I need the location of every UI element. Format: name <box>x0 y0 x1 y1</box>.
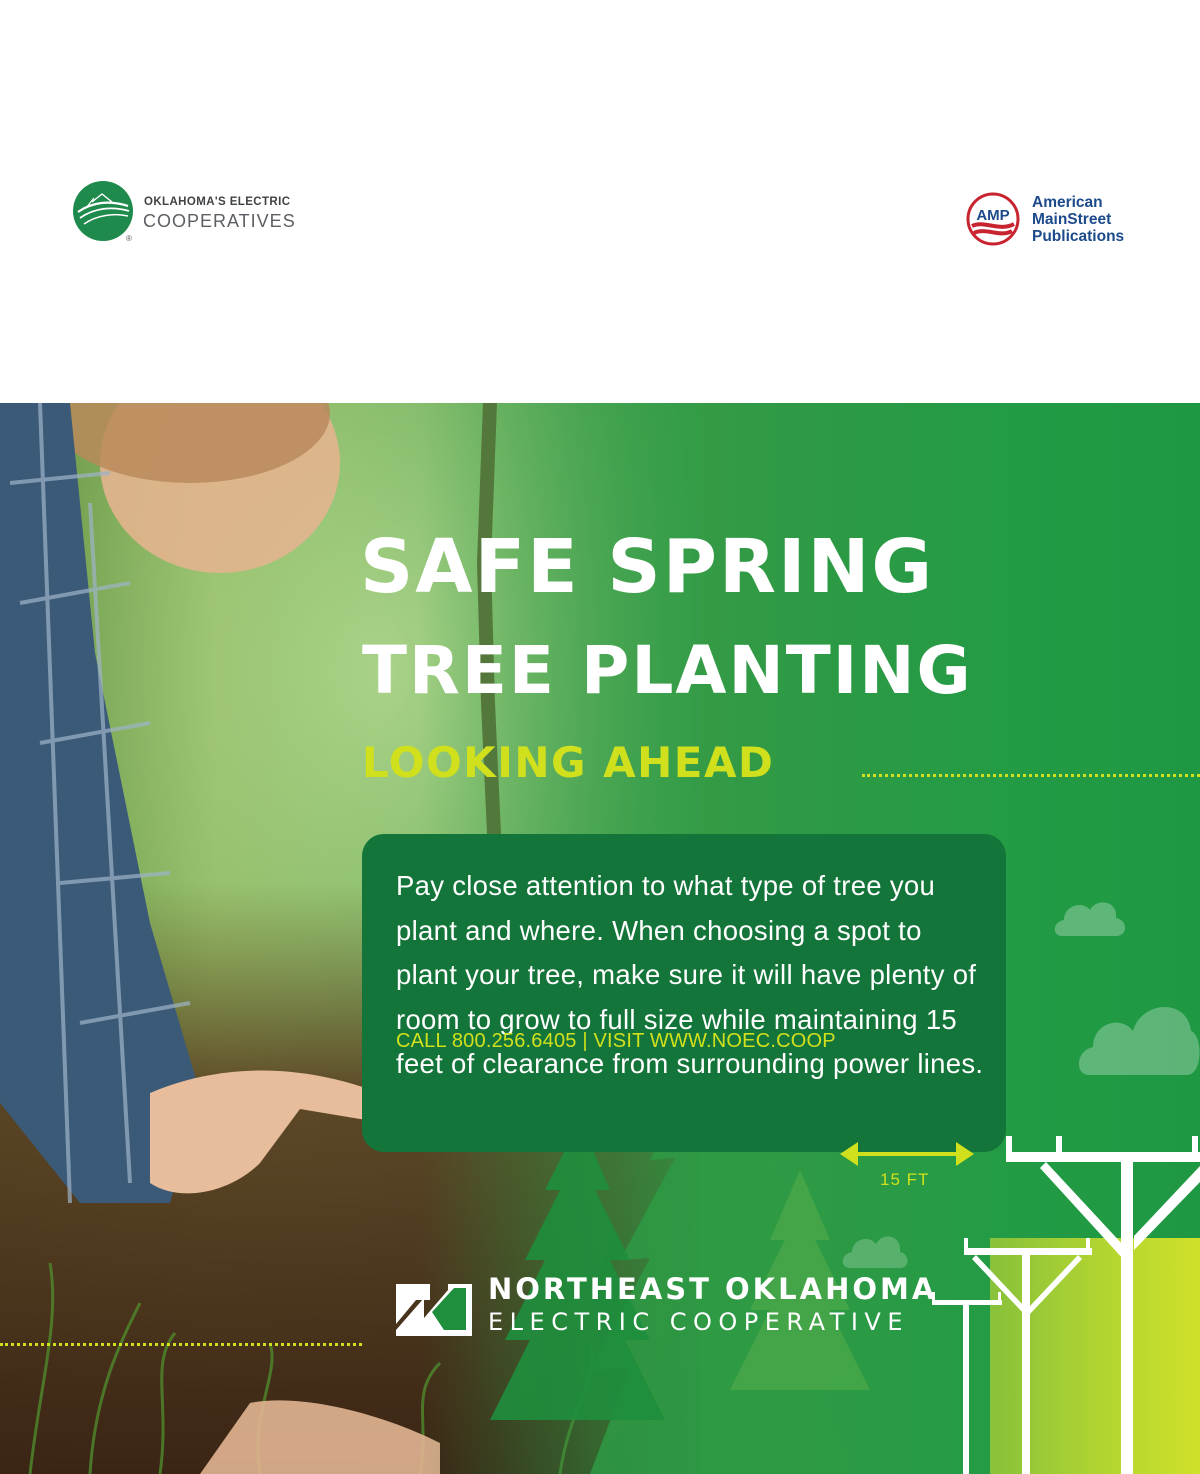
oec-logo <box>72 180 332 244</box>
dotted-divider <box>862 774 1200 777</box>
oec-globe-logo-icon <box>72 180 134 242</box>
oec-logo-line1: OKLAHOMA'S ELECTRIC <box>144 196 291 208</box>
noec-logo-mark-icon <box>396 1278 472 1336</box>
power-pole-icon <box>926 1126 1200 1474</box>
amp-logo <box>966 192 1136 246</box>
registered-mark: ® <box>126 234 132 243</box>
headline-line-2: TREE PLANTING <box>362 632 973 709</box>
coop-subname: ELECTRIC COOPERATIVE <box>488 1308 910 1336</box>
amp-line-2: MainStreet <box>1032 211 1112 228</box>
cloud-icon <box>1050 890 1130 940</box>
amp-logo-text <box>1032 194 1124 245</box>
amp-flag-logo-icon <box>966 192 1020 246</box>
headline-line-1: SAFE SPRING <box>360 524 935 610</box>
double-arrow-icon <box>838 1138 976 1170</box>
amp-mark-letters: AMP <box>976 207 1010 224</box>
amp-line-3: Publications <box>1032 228 1125 245</box>
coop-name: NORTHEAST OKLAHOMA <box>488 1272 938 1306</box>
oec-logo-line2: COOPERATIVES <box>143 211 296 231</box>
dotted-divider-bottom <box>0 1343 362 1346</box>
amp-line-1: American <box>1032 194 1103 211</box>
contact-line: CALL 800.256.6405 | VISIT WWW.NOEC.COOP <box>396 1030 836 1052</box>
clearance-label: 15 FT <box>880 1170 930 1189</box>
cloud-icon <box>1075 975 1200 1085</box>
subhead: LOOKING AHEAD <box>362 738 775 787</box>
body-text: Pay close attention to what type of tree you plant and where. When choosing a spot to plant your tree, make sure it will have plenty of room to grow to full size while maintaining 15 feet of clearance from surrounding power lines. <box>396 870 984 1080</box>
